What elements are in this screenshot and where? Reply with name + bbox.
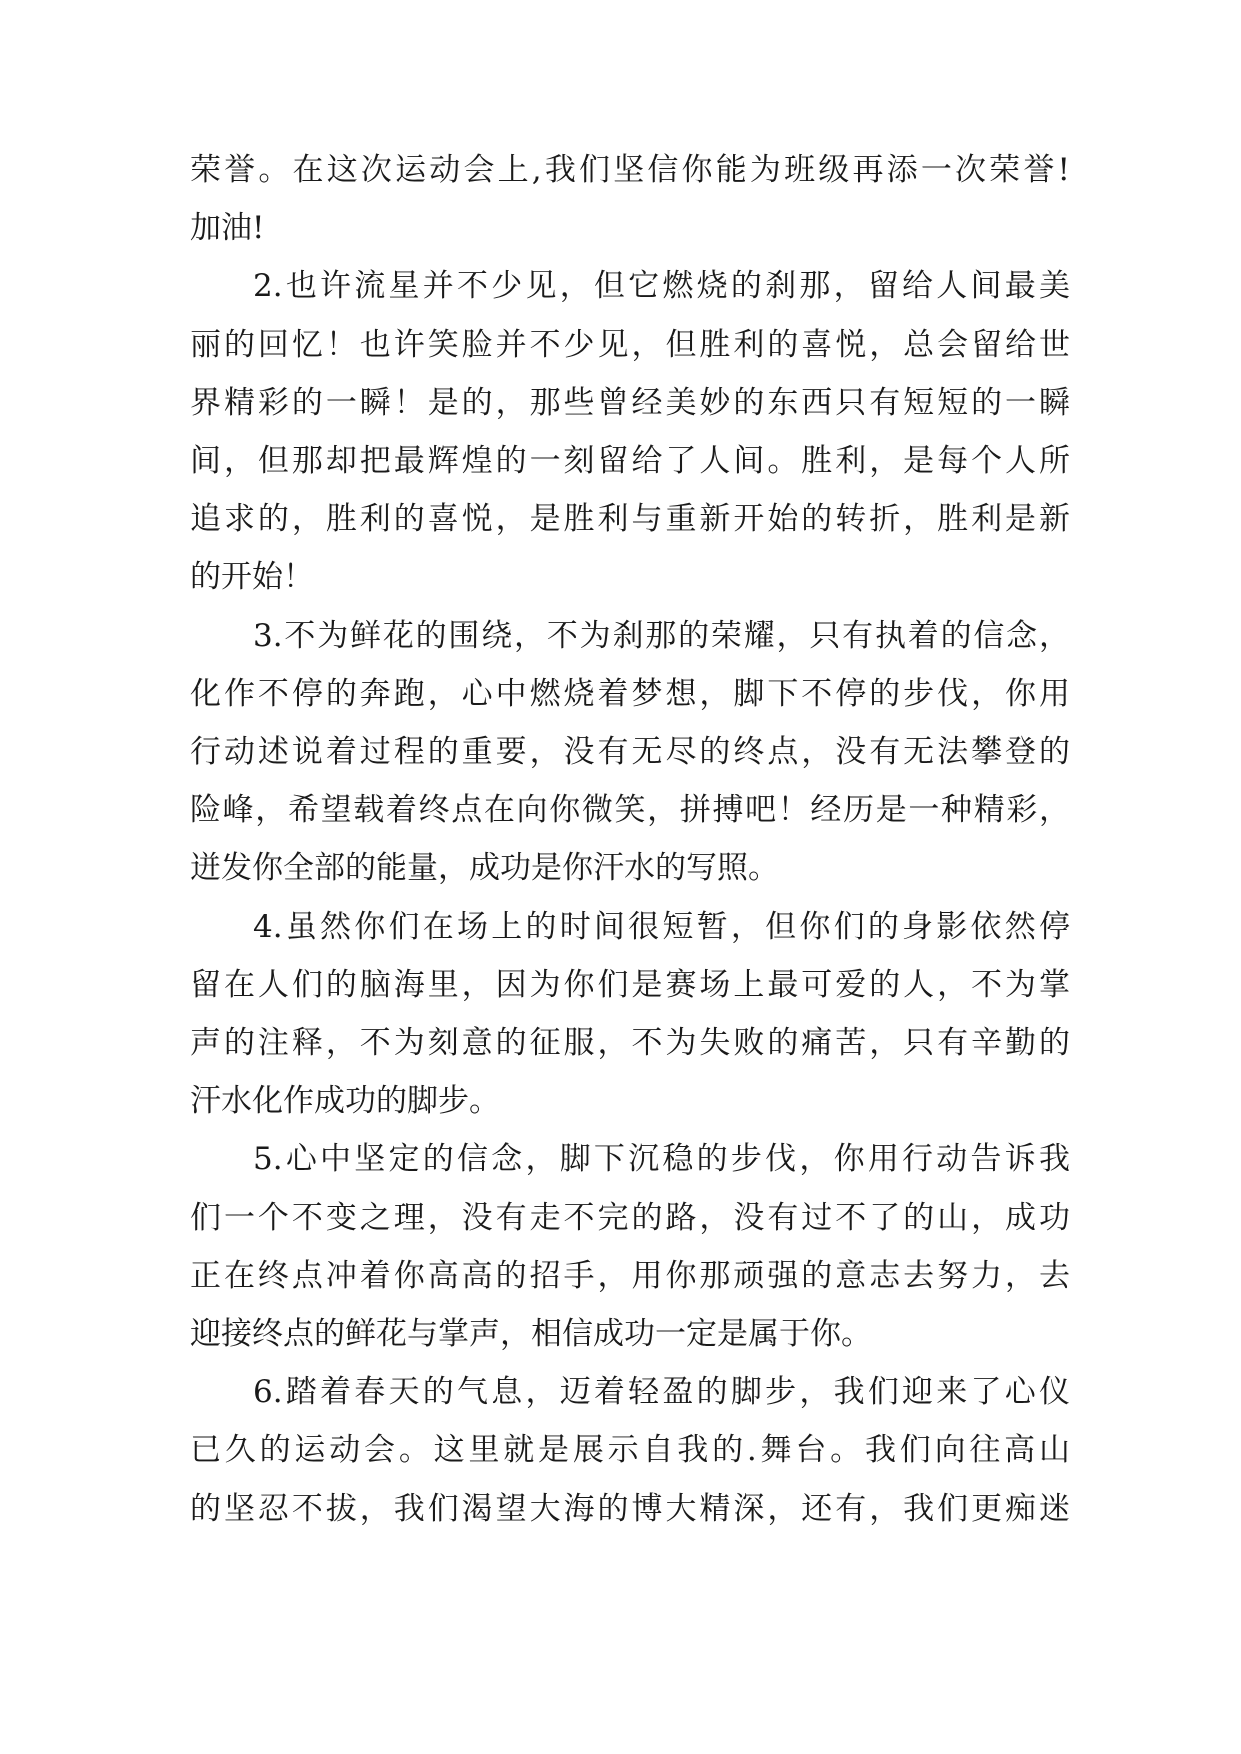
text-line: 追求的，胜利的喜悦，是胜利与重新开始的转折，胜利是新 — [190, 501, 1070, 538]
text-line: 界精彩的一瞬！是的，那些曾经美妙的东西只有短短的一瞬 — [190, 384, 1070, 421]
text-line: 2.也许流星并不少见，但它燃烧的刹那，留给人间最美 — [253, 268, 1070, 305]
text-line: 迸发你全部的能量，成功是你汗水的写照。 — [190, 850, 779, 887]
text-line: 6.踏着春天的气息，迈着轻盈的脚步，我们迎来了心仪 — [253, 1374, 1070, 1411]
text-line: 5.心中坚定的信念，脚下沉稳的步伐，你用行动告诉我 — [253, 1141, 1070, 1178]
text-line: 4.虽然你们在场上的时间很短暂，但你们的身影依然停 — [253, 908, 1070, 945]
text-line: 加油! — [190, 210, 265, 247]
text-line: 行动述说着过程的重要，没有无尽的终点，没有无法攀登的 — [190, 734, 1070, 770]
text-line: 丽的回忆！也许笑脸并不少见，但胜利的喜悦，总会留给世 — [190, 326, 1070, 363]
text-line: 的坚忍不拔，我们渴望大海的博大精深，还有，我们更痴迷 — [190, 1490, 1070, 1527]
text-line: 迎接终点的鲜花与掌声，相信成功一定是属于你。 — [190, 1316, 872, 1352]
text-line: 间，但那却把最辉煌的一刻留给了人间。胜利，是每个人所 — [190, 443, 1070, 479]
text-line: 险峰，希望载着终点在向你微笑，拼搏吧！经历是一种精彩， — [190, 792, 1070, 829]
text-line: 化作不停的奔跑，心中燃烧着梦想，脚下不停的步伐，你用 — [190, 675, 1070, 712]
text-line: 们一个不变之理，没有走不完的路，没有过不了的山，成功 — [190, 1199, 1070, 1236]
text-line: 正在终点冲着你高高的招手，用你那顽强的意志去努力，去 — [190, 1257, 1070, 1294]
text-line: 荣誉。在这次运动会上,我们坚信你能为班级再添一次荣誉! — [190, 152, 1070, 188]
text-line: 留在人们的脑海里，因为你们是赛场上最可爱的人，不为掌 — [190, 966, 1070, 1003]
text-line: 已久的运动会。这里就是展示自我的.舞台。我们向往高山 — [190, 1432, 1070, 1469]
text-line: 3.不为鲜花的围绕，不为刹那的荣耀，只有执着的信念， — [253, 617, 1070, 654]
text-line: 汗水化作成功的脚步。 — [190, 1083, 500, 1120]
text-line: 的开始！ — [190, 559, 314, 596]
text-line: 声的注释，不为刻意的征服，不为失败的痛苦，只有辛勤的 — [190, 1025, 1070, 1061]
